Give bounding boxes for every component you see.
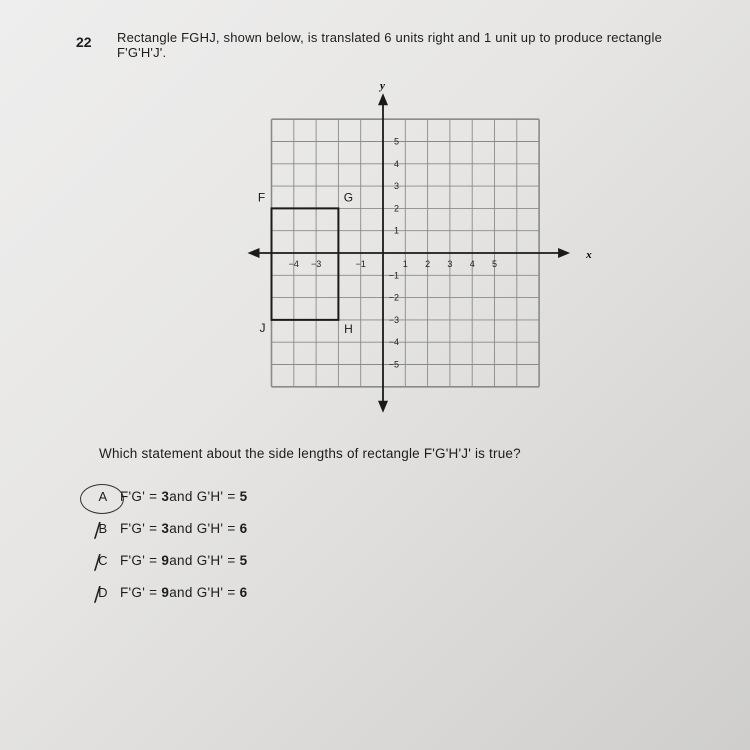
choice-letter: A [98, 489, 108, 504]
y-axis-label: y [380, 80, 385, 93]
choice-value-2: 5 [239, 553, 248, 568]
question-text: Rectangle FGHJ, shown below, is translated 6 units right and 1 unit up to produce rectangle F'G'H'J'. [117, 30, 663, 60]
choice-d[interactable] [90, 582, 248, 606]
choice-pre: F'G' = [120, 521, 158, 536]
choice-pre: F'G' = [120, 585, 158, 600]
choice-a[interactable] [90, 489, 247, 504]
choice-mid: and G'H' = [169, 553, 236, 568]
y-tick-label: −5 [388, 359, 399, 370]
choice-value-1: 9 [161, 553, 170, 568]
rectangle-fghj [258, 190, 353, 336]
choice-value-2: 5 [239, 489, 248, 504]
choice-pre: F'G' = [120, 553, 158, 568]
y-tick-label: 3 [393, 181, 399, 192]
cross-out-mark: / [94, 582, 102, 606]
y-axis-arrow-down [378, 401, 388, 413]
vertex-label-g: G [343, 190, 354, 205]
y-tick-label: 5 [393, 136, 399, 147]
vertex-label-f: F [257, 190, 266, 205]
choice-pre: F'G' = [120, 489, 158, 504]
y-tick-label: 2 [393, 203, 399, 214]
x-tick-label: −3 [310, 259, 322, 269]
choice-b[interactable] [90, 518, 248, 542]
x-tick-label: −1 [355, 259, 366, 269]
choice-mid: and G'H' = [169, 521, 236, 536]
axes [248, 80, 593, 413]
choice-value-1: 3 [161, 489, 170, 504]
y-axis-arrow-up [378, 93, 388, 105]
y-tick-label: 4 [393, 158, 399, 169]
x-tick-label: 1 [402, 259, 408, 269]
x-axis-arrow-left [248, 248, 260, 258]
cross-out-mark: / [94, 550, 102, 574]
cross-out-mark: / [94, 518, 102, 542]
choice-value-1: 3 [161, 521, 170, 536]
choice-letter: B [98, 521, 108, 536]
vertex-label-h: H [344, 321, 353, 336]
y-tick-label: 1 [393, 225, 399, 236]
choice-value-1: 9 [161, 585, 170, 600]
x-tick-label: −4 [288, 259, 299, 269]
choice-value-2: 6 [239, 521, 248, 536]
x-axis-arrow-right [558, 248, 570, 258]
choice-c[interactable] [90, 550, 248, 574]
choice-mid: and G'H' = [169, 585, 236, 600]
y-tick-label: −2 [388, 292, 399, 303]
y-tick-label: −4 [388, 337, 399, 348]
question-number: 22 [76, 34, 92, 50]
prompt-text: Which statement about the side lengths of rectangle F'G'H'J' is true? [99, 446, 521, 461]
choice-letter: D [98, 585, 108, 600]
vertex-label-j: J [259, 320, 266, 335]
x-tick-label: 5 [491, 259, 498, 269]
rectangle-outline [272, 208, 339, 320]
choice-mid: and G'H' = [169, 489, 236, 504]
choice-letter: C [98, 553, 108, 568]
x-tick-label: 4 [469, 259, 475, 269]
choice-value-2: 6 [239, 585, 248, 600]
y-tick-label: −1 [388, 270, 399, 281]
y-tick-label: −3 [388, 314, 399, 325]
x-axis-label: x [586, 249, 592, 261]
x-tick-label: 3 [447, 259, 453, 269]
x-tick-label: 2 [425, 259, 431, 269]
